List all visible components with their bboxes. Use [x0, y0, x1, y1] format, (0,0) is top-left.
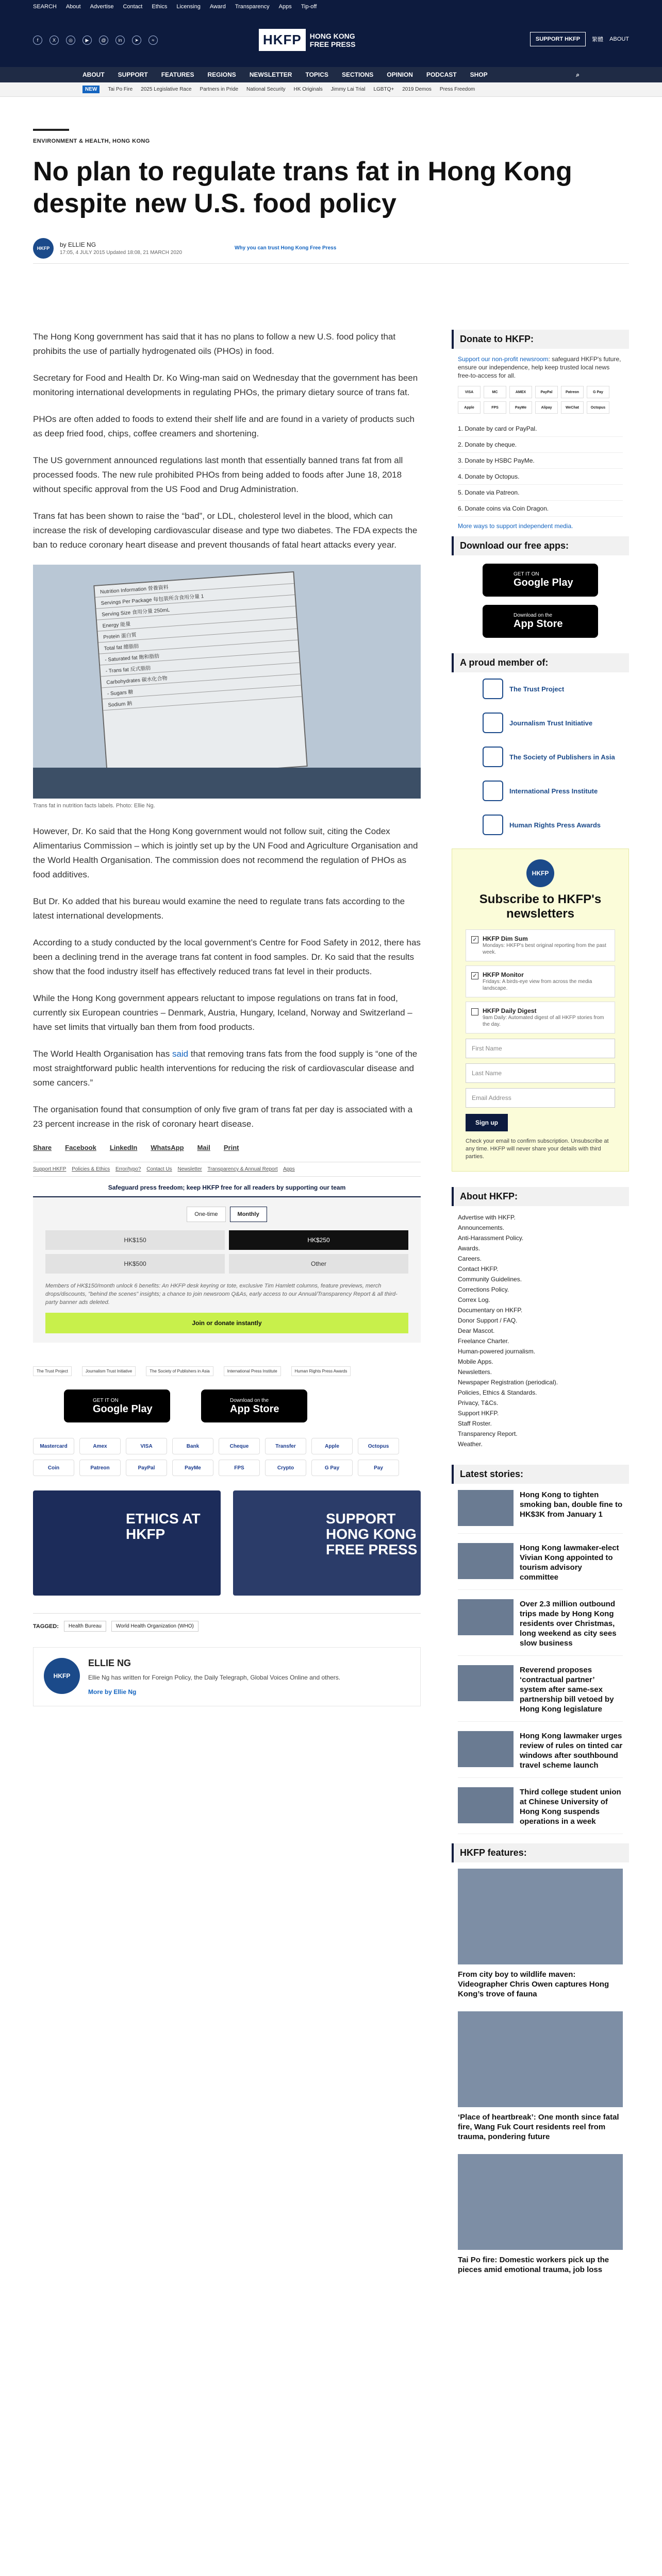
- feature-story[interactable]: [458, 1869, 623, 1999]
- about-heading: About HKFP:: [452, 1187, 629, 1206]
- donate-heading: Donate to HKFP:: [452, 330, 629, 349]
- payment-icon[interactable]: Amex: [79, 1438, 121, 1454]
- about-link[interactable]: Careers.: [458, 1255, 482, 1262]
- safeguard-banner[interactable]: Safeguard press freedom; keep HKFP free for all readers by supporting our team: [108, 1184, 346, 1191]
- logo-mark: HKFP: [259, 29, 306, 51]
- main-nav: [0, 67, 662, 82]
- trending-item[interactable]: HK Originals: [293, 87, 323, 92]
- label-row: - Saturated fat 飽和脂肪: [100, 640, 299, 666]
- search-icon[interactable]: ⌕: [576, 71, 580, 78]
- newsletter-header: [466, 859, 615, 929]
- payment-icon[interactable]: FPS: [219, 1460, 260, 1476]
- payment-icon[interactable]: Pay: [358, 1460, 399, 1476]
- footer-link[interactable]: Policies & Ethics: [72, 1166, 110, 1172]
- member-org-name: The Society of Publishers in Asia: [509, 753, 615, 761]
- logo-wordmark: [310, 32, 356, 48]
- trending-item[interactable]: Partners in Pride: [200, 87, 239, 92]
- about-link[interactable]: Advertise with HKFP.: [458, 1214, 516, 1221]
- frequency-tabs: [45, 1207, 408, 1222]
- telegram-icon[interactable]: ➤: [132, 36, 141, 45]
- org-logo-icon: [483, 713, 503, 733]
- payment-icon[interactable]: PayMe: [172, 1460, 213, 1476]
- card-icon[interactable]: Patreon: [561, 386, 584, 398]
- sidebar-app-store-button[interactable]: [483, 605, 598, 638]
- about-link[interactable]: Dear Mascot.: [458, 1327, 495, 1334]
- sopa-logo[interactable]: The Society of Publishers in Asia: [146, 1366, 213, 1376]
- about-link[interactable]: Newsletters.: [458, 1368, 492, 1376]
- logo-line1: HONG KONG: [309, 31, 355, 40]
- about-link[interactable]: Privacy, T&Cs.: [458, 1399, 499, 1406]
- donation-methods: [458, 421, 623, 517]
- paragraph: While the Hong Kong government appears reluctant to impose regulations on trans fat in food, currently six European countries – Denmark, Austria, Hungary, Iceland, Norway and Switzerland – have set limits that virtually ban them from food products.: [33, 993, 412, 1032]
- paragraph-text: The World Health Organisation has: [33, 1049, 172, 1059]
- card-icon[interactable]: Octopus: [587, 401, 609, 414]
- nav-shop[interactable]: SHOP: [470, 71, 488, 78]
- author-avatar[interactable]: HKFP: [33, 238, 54, 259]
- label-row: Carbohydrates 碳水化合物: [101, 663, 301, 688]
- threads-icon[interactable]: @: [99, 36, 108, 45]
- publish-date: 17:05, 4 JULY 2015 Updated 18:08, 21 MARCH 2020: [60, 249, 183, 256]
- donation-method[interactable]: 3. Donate by HSBC PayMe.: [458, 453, 623, 469]
- rss-icon[interactable]: ≈: [148, 36, 158, 45]
- footer-link[interactable]: Transparency & Annual Report: [207, 1166, 278, 1172]
- newsletter-title: Subscribe to HKFP's newsletters: [479, 892, 602, 921]
- about-link[interactable]: Awards.: [458, 1245, 481, 1252]
- share-mail[interactable]: Mail: [197, 1144, 210, 1151]
- donation-widget: [33, 1196, 421, 1343]
- donation-method[interactable]: 1. Donate by card or PayPal.: [458, 421, 623, 437]
- email-field[interactable]: Email Address: [466, 1088, 615, 1108]
- share-linkedin[interactable]: LinkedIn: [109, 1144, 138, 1151]
- feature-story[interactable]: [458, 2011, 623, 2142]
- payment-icon[interactable]: Octopus: [358, 1438, 399, 1454]
- payment-icon[interactable]: G Pay: [311, 1460, 353, 1476]
- paragraph: The organisation found that consumption of only five gram of trans fat per day is associated with a 23 percent increase in the risk of coronary heart disease.: [33, 1105, 413, 1129]
- latest-heading: Latest stories:: [452, 1465, 629, 1484]
- payment-icon[interactable]: Cheque: [219, 1438, 260, 1454]
- amount-option[interactable]: HK$150: [45, 1230, 225, 1250]
- about-link[interactable]: Donor Support / FAQ.: [458, 1317, 518, 1324]
- newsletter-option[interactable]: [466, 965, 615, 997]
- latest-story[interactable]: [458, 1543, 623, 1590]
- join-donate-button[interactable]: Join or donate instantly: [45, 1313, 408, 1333]
- about-link[interactable]: Contact HKFP.: [458, 1265, 499, 1273]
- topbar-transparency[interactable]: Transparency: [235, 4, 270, 10]
- tag-link[interactable]: World Health Organization (WHO): [111, 1621, 198, 1632]
- article-title: No plan to regulate trans fat in Hong Kong despite new U.S. food policy: [33, 157, 572, 218]
- feature-image: [458, 2011, 623, 2107]
- label-row: Energy 能量: [97, 606, 296, 632]
- checkbox-unchecked[interactable]: [471, 1008, 478, 1015]
- ethics-video-promo[interactable]: ETHICS AT HKFP: [33, 1490, 221, 1596]
- label-row: - Sugars 糖: [102, 674, 301, 700]
- about-link[interactable]: Weather.: [458, 1440, 483, 1448]
- paragraph-text: that removing trans fats from the food supply is “one of the most straightforward public health interventions for reducing the risk of cardiovascular disease and some cancers.”: [33, 1049, 418, 1088]
- newsletter-name: HKFP Dim Sum: [483, 935, 528, 942]
- footer-link[interactable]: Contact Us: [146, 1166, 172, 1172]
- story-title: Hong Kong lawmaker urges review of rules on tinted car windows after southbound travel scheme launch: [520, 1732, 623, 1770]
- newsletter-desc: Fridays: A birds-eye view from across the media landscape.: [483, 979, 592, 991]
- story-title: Hong Kong to tighten smoking ban, double fine to HK$3K from January 1: [520, 1490, 623, 1519]
- trending-item[interactable]: Press Freedom: [439, 87, 475, 92]
- label-row: - Trans fat 反式脂肪: [100, 652, 300, 677]
- latest-story[interactable]: [458, 1665, 623, 1722]
- paragraph: Secretary for Food and Health Dr. Ko Wing-man said on Wednesday that the government has been monitoring international developments in regulating PHOs, the primary dietary source of trans fat.: [33, 373, 418, 397]
- story-title: Reverend proposes ‘contractual partner’ system after same-sex partnership bill vetoed by Hong Kong legislature: [520, 1666, 614, 1714]
- tags-label: TAGGED:: [33, 1623, 59, 1630]
- social-links: [33, 36, 158, 45]
- support-newsroom-link[interactable]: Support our non-profit newsroom: [458, 355, 549, 363]
- donation-method[interactable]: 5. Donate via Patreon.: [458, 485, 623, 501]
- trending-bar: [0, 82, 662, 97]
- apps-heading: Download our free apps:: [452, 536, 629, 555]
- payment-icon[interactable]: Apple: [311, 1438, 353, 1454]
- label-row: Servings Per Package 每包裝所含食用分量 1: [95, 584, 295, 609]
- image-caption: Trans fat in nutrition facts labels. Photo: Ellie Ng.: [33, 803, 155, 809]
- share-bar: [33, 1144, 421, 1151]
- tags-row: [33, 1613, 421, 1632]
- member-benefits-note: Members of HK$150/month unlock 6 benefits: An HKFP desk keyring or tote, exclusive Tim Hamlett columns, feature previews, merch drops/discounts, "behind the scenes" insights; a chance to join newsroom Q&As, early access to our Annual/Transparency Report & all third-party banner ads deleted.: [45, 1283, 398, 1306]
- payment-icon[interactable]: Crypto: [265, 1460, 306, 1476]
- card-icon[interactable]: AMEX: [509, 386, 532, 398]
- google-play-small: GET IT ON: [514, 571, 539, 577]
- label-row: Total fat 總脂肪: [98, 629, 298, 654]
- paragraph: The Hong Kong government has said that it has no plans to follow a new U.S. food policy that prohibits the use of partially hydrogenated oils (PHOs) in food.: [33, 332, 396, 356]
- topbar-contact[interactable]: Contact: [123, 4, 143, 10]
- brand-actions: [530, 32, 629, 46]
- feature-image: [458, 1869, 623, 1964]
- photo-bottom-band: [33, 768, 421, 799]
- nav-newsletter[interactable]: NEWSLETTER: [249, 71, 292, 78]
- app-store-label: App Store: [230, 1403, 279, 1415]
- google-play-button[interactable]: [64, 1389, 170, 1422]
- member-org[interactable]: [483, 815, 629, 835]
- org-logo-icon: [483, 815, 503, 835]
- member-org-name: The Trust Project: [509, 685, 565, 693]
- trending-item[interactable]: Jimmy Lai Trial: [330, 87, 366, 92]
- google-play-small: GET IT ON: [93, 1397, 119, 1403]
- payment-icon[interactable]: Coin: [33, 1460, 74, 1476]
- nav-about[interactable]: ABOUT: [82, 71, 105, 78]
- card-icon[interactable]: PayMe: [509, 401, 532, 414]
- article-image[interactable]: [33, 565, 421, 799]
- topbar-about[interactable]: About: [65, 4, 81, 10]
- about-link[interactable]: Announcements.: [458, 1224, 505, 1231]
- about-link[interactable]: Mobile Apps.: [458, 1358, 493, 1365]
- author-bio: Ellie Ng has written for Foreign Policy, the Daily Telegraph, Global Voices Online and others.: [88, 1674, 341, 1681]
- paragraph: The US government announced regulations last month that essentially banned trans fat from all processed foods. The new rule prohibited PHOs from being added to foods after June 18, 2018 without specific approval from the US Food and Drug Administration.: [33, 455, 403, 494]
- ipi-logo[interactable]: International Press Institute: [224, 1366, 281, 1376]
- byline: [33, 238, 629, 264]
- nutrition-label-photo: [93, 571, 308, 781]
- newsletter-option[interactable]: [466, 1002, 615, 1033]
- trust-link[interactable]: Why you can trust Hong Kong Free Press: [235, 245, 337, 251]
- org-logo-icon: [483, 679, 503, 699]
- latest-story[interactable]: [458, 1787, 623, 1834]
- newsletter-name: HKFP Monitor: [483, 971, 524, 978]
- brand-bar: [0, 13, 662, 67]
- feature-story[interactable]: [458, 2154, 623, 2275]
- app-store-label: App Store: [514, 618, 563, 630]
- story-thumbnail: [458, 1731, 514, 1767]
- trending-item[interactable]: 2019 Demos: [402, 87, 432, 92]
- paragraph: But Dr. Ko added that his bureau would examine the need to regulate trans fats according to the latest international developments.: [33, 896, 405, 921]
- feature-image: [458, 2154, 623, 2250]
- feature-title: Tai Po fire: Domestic workers pick up the pieces amid emotional trauma, job loss: [458, 2256, 609, 2274]
- google-play-label: Google Play: [514, 577, 573, 588]
- tag-link[interactable]: Health Bureau: [64, 1621, 106, 1632]
- tab-one-time[interactable]: One-time: [187, 1207, 225, 1222]
- support-video-promo[interactable]: SUPPORT HONG KONG FREE PRESS: [233, 1490, 421, 1596]
- app-store-small: Download on the: [230, 1397, 269, 1403]
- about-link[interactable]: Anti-Harassment Policy.: [458, 1234, 524, 1242]
- nav-topics[interactable]: TOPICS: [305, 71, 328, 78]
- sidebar: [452, 330, 629, 2287]
- support-hkfp-button[interactable]: SUPPORT HKFP: [530, 32, 586, 46]
- footer-link[interactable]: Apps: [283, 1166, 295, 1172]
- checkbox-checked[interactable]: ✓: [471, 972, 478, 979]
- share-whatsapp[interactable]: WhatsApp: [151, 1144, 184, 1151]
- payment-icon[interactable]: Patreon: [79, 1460, 121, 1476]
- feature-title: From city boy to wildlife maven: Videographer Chris Owen captures Hong Kong’s trove of fauna: [458, 1970, 609, 1998]
- instagram-icon[interactable]: ◎: [66, 36, 75, 45]
- newsletter-fineprint: Check your email to confirm subscription. Unsubscribe at any time. HKFP will never share your details with third parties.: [466, 1138, 609, 1160]
- label-row: Nutrition Information 營養資料: [94, 572, 294, 598]
- label-row: Protein 蛋白質: [97, 618, 297, 643]
- org-logo-icon: [483, 747, 503, 767]
- topbar-search[interactable]: SEARCH: [33, 4, 57, 10]
- more-by-author-link[interactable]: More by Ellie Ng: [88, 1688, 137, 1696]
- about-link[interactable]: Corrections Policy.: [458, 1286, 509, 1293]
- feature-stories: [458, 1869, 623, 2275]
- newsletter-desc: Mondays: HKFP's best original reporting from the past week.: [483, 943, 606, 955]
- features-heading: HKFP features:: [452, 1843, 629, 1862]
- nav-regions[interactable]: REGIONS: [207, 71, 236, 78]
- about-link[interactable]: Freelance Charter.: [458, 1337, 509, 1345]
- member-org[interactable]: [483, 713, 629, 733]
- signup-button[interactable]: Sign up: [466, 1114, 508, 1131]
- about-link[interactable]: Transparency Report.: [458, 1430, 518, 1437]
- x-icon[interactable]: X: [49, 36, 59, 45]
- youtube-icon[interactable]: ▶: [82, 36, 92, 45]
- amount-options: [45, 1230, 408, 1274]
- member-org[interactable]: [483, 747, 629, 767]
- payment-icon[interactable]: Mastercard: [33, 1438, 74, 1454]
- header-rule: [33, 129, 69, 131]
- payment-icon[interactable]: VISA: [126, 1438, 167, 1454]
- about-link[interactable]: Staff Roster.: [458, 1420, 492, 1427]
- latest-story[interactable]: [458, 1599, 623, 1656]
- story-thumbnail: [458, 1665, 514, 1701]
- about-links: [458, 1212, 623, 1449]
- story-thumbnail: [458, 1543, 514, 1579]
- topbar-tipoff[interactable]: Tip-off: [301, 4, 317, 10]
- topbar-licensing[interactable]: Licensing: [176, 4, 201, 10]
- card-icon[interactable]: FPS: [484, 401, 506, 414]
- amount-option-other[interactable]: Other: [229, 1254, 408, 1274]
- nav-opinion[interactable]: OPINION: [387, 71, 413, 78]
- org-logo-icon: [483, 781, 503, 801]
- story-thumbnail: [458, 1787, 514, 1823]
- card-icon[interactable]: MC: [484, 386, 506, 398]
- footer-link[interactable]: Support HKFP: [33, 1166, 67, 1172]
- donation-method[interactable]: 6. Donate coins via Coin Dragon.: [458, 501, 623, 517]
- author-box-name[interactable]: ELLIE NG: [88, 1658, 131, 1668]
- trending-item[interactable]: LGBTQ+: [373, 87, 394, 92]
- payment-icon[interactable]: PayPal: [126, 1460, 167, 1476]
- topbar-award[interactable]: Award: [209, 4, 226, 10]
- story-title: Third college student union at Chinese University of Hong Kong suspends operations in a week: [520, 1788, 621, 1826]
- who-said-link[interactable]: said: [172, 1049, 189, 1059]
- story-title: Hong Kong lawmaker-elect Vivian Kong appointed to tourism advisory committee: [520, 1544, 619, 1582]
- newsletter-logo: HKFP: [526, 859, 554, 887]
- donation-method[interactable]: 2. Donate by cheque.: [458, 437, 623, 453]
- trending-item[interactable]: 2025 Legislative Race: [141, 87, 192, 92]
- donate-text: [458, 355, 623, 380]
- newsletter-box: [452, 849, 629, 1172]
- app-download-row: [64, 1389, 421, 1422]
- card-icon[interactable]: PayPal: [535, 386, 558, 398]
- story-title: Over 2.3 million outbound trips made by Hong Kong residents over Christmas, long weekend as city sees slow business: [520, 1600, 617, 1648]
- story-thumbnail: [458, 1599, 514, 1635]
- trust-project-logo[interactable]: The Trust Project: [33, 1366, 72, 1376]
- promo-videos: [33, 1490, 421, 1596]
- member-org-name: Human Rights Press Awards: [509, 821, 601, 829]
- article-body: [33, 330, 421, 1706]
- feature-title: ‘Place of heartbreak’: One month since fatal fire, Wang Fuk Court residents reel from trauma, pondering future: [458, 2113, 619, 2141]
- site-logo[interactable]: [259, 29, 355, 51]
- sidebar-payment-cards: [458, 386, 623, 414]
- jti-logo[interactable]: Journalism Trust Initiative: [82, 1366, 136, 1376]
- member-heading: A proud member of:: [452, 653, 629, 672]
- paragraph: However, Dr. Ko said that the Hong Kong government would not follow suit, citing the Codex Alimentarius Commission – which is jointly set up by the UN Food and Agriculture Organisation and the World Health Organisation. The commission does not recommend the regulation of PHOs as food additives.: [33, 826, 418, 879]
- payment-icon[interactable]: Transfer: [265, 1438, 306, 1454]
- about-link[interactable]: Human-powered journalism.: [458, 1348, 536, 1355]
- about-link[interactable]: Policies, Ethics & Standards.: [458, 1389, 537, 1396]
- share-print[interactable]: Print: [223, 1144, 239, 1151]
- sidebar-app-buttons: [452, 564, 629, 638]
- topbar-advertise[interactable]: Advertise: [90, 4, 114, 10]
- newsletter-name: HKFP Daily Digest: [483, 1007, 537, 1014]
- donation-method[interactable]: 4. Donate by Octopus.: [458, 469, 623, 485]
- about-link[interactable]: Support HKFP.: [458, 1410, 499, 1417]
- nav-podcast[interactable]: PODCAST: [426, 71, 457, 78]
- new-badge: NEW: [82, 86, 100, 93]
- about-link[interactable]: Documentary on HKFP.: [458, 1307, 523, 1314]
- share-facebook[interactable]: Facebook: [65, 1144, 96, 1151]
- logo-line2: FREE PRESS: [309, 40, 356, 48]
- member-org-name: Journalism Trust Initiative: [509, 719, 593, 727]
- card-icon[interactable]: G Pay: [587, 386, 609, 398]
- payment-methods: [33, 1438, 421, 1476]
- amount-option[interactable]: HK$500: [45, 1254, 225, 1274]
- first-name-field[interactable]: First Name: [466, 1039, 615, 1058]
- newsletter-option[interactable]: [466, 929, 615, 961]
- tab-monthly[interactable]: Monthly: [230, 1207, 267, 1222]
- nav-support[interactable]: SUPPORT: [118, 71, 148, 78]
- member-org-name: International Press Institute: [509, 787, 598, 795]
- donate-text-body: : safeguard HKFP's future, ensure our independence, help keep trusted local news free-to-access for all.: [458, 355, 621, 379]
- author-box: [33, 1647, 421, 1706]
- payment-icon[interactable]: Bank: [172, 1438, 213, 1454]
- google-play-label: Google Play: [93, 1403, 153, 1415]
- article-header: [33, 129, 629, 264]
- topbar-apps[interactable]: Apps: [278, 4, 292, 10]
- card-icon[interactable]: Apple: [458, 401, 481, 414]
- app-store-small: Download on the: [514, 613, 553, 618]
- member-org[interactable]: [483, 679, 629, 699]
- paragraph: According to a study conducted by the local government’s Centre for Food Safety in 2012, there has been a declining trend in the average trans fat content in food samples. Dr. Ko said that the results show that the food industry itself has effectively reduced trans fat level in their products.: [33, 938, 421, 976]
- checkbox-checked[interactable]: ✓: [471, 936, 478, 943]
- author-name[interactable]: by ELLIE NG: [60, 241, 96, 248]
- paragraph: [33, 1047, 421, 1090]
- story-thumbnail: [458, 1490, 514, 1526]
- last-name-field[interactable]: Last Name: [466, 1063, 615, 1083]
- amount-option-selected[interactable]: HK$250: [229, 1230, 408, 1250]
- label-row: Serving Size 食用分量 250mL: [96, 595, 295, 620]
- more-ways-link[interactable]: More ways to support independent media.: [458, 522, 573, 530]
- language-link[interactable]: 繁體: [592, 37, 604, 43]
- label-row: Sodium 鈉: [103, 685, 302, 710]
- article-category[interactable]: ENVIRONMENT & HEALTH, HONG KONG: [33, 138, 150, 144]
- trending-item[interactable]: Tai Po Fire: [108, 87, 133, 92]
- trending-item[interactable]: National Security: [246, 87, 286, 92]
- top-utility-bar: [0, 0, 662, 13]
- about-link[interactable]: Community Guidelines.: [458, 1276, 522, 1283]
- paragraph: Trans fat has been shown to raise the “bad”, or LDL, cholesterol level in the blood, which can increase the risk of developing cardiovascular disease and type two diabetes. The FDA expects the ban to reduce coronary heart disease and prevent thousands of fatal heart attacks every year.: [33, 511, 418, 550]
- latest-story[interactable]: [458, 1731, 623, 1778]
- latest-story[interactable]: [458, 1490, 623, 1534]
- share-button[interactable]: Share: [33, 1144, 52, 1151]
- nav-sections[interactable]: SECTIONS: [341, 71, 374, 78]
- hrpa-logo[interactable]: Human Rights Press Awards: [291, 1366, 351, 1376]
- facebook-icon[interactable]: f: [33, 36, 42, 45]
- newsletter-desc: 9am Daily: Automated digest of all HKFP stories from the day.: [483, 1015, 604, 1027]
- linkedin-icon[interactable]: in: [115, 36, 125, 45]
- topbar-ethics[interactable]: Ethics: [152, 4, 168, 10]
- card-icon[interactable]: WeChat: [561, 401, 584, 414]
- app-store-button[interactable]: [201, 1389, 307, 1422]
- footer-link[interactable]: Newsletter: [177, 1166, 202, 1172]
- paragraph: PHOs are often added to foods to extend their shelf life and are found in a variety of products such as deep fried food, chips, coffee creamers and shortening.: [33, 414, 415, 438]
- nav-features[interactable]: FEATURES: [161, 71, 194, 78]
- footer-link[interactable]: Error/typo?: [115, 1166, 141, 1172]
- member-org[interactable]: [483, 781, 629, 801]
- article-footer-links: [33, 1162, 421, 1177]
- about-link[interactable]: Correx Log.: [458, 1296, 490, 1303]
- author-box-avatar[interactable]: HKFP: [44, 1658, 80, 1694]
- card-icon[interactable]: VISA: [458, 386, 481, 398]
- partner-logos: [33, 1366, 421, 1376]
- more-ways-text: [458, 522, 623, 530]
- card-icon[interactable]: Alipay: [535, 401, 558, 414]
- latest-stories: [458, 1490, 623, 1834]
- about-link[interactable]: ABOUT: [609, 36, 629, 42]
- sidebar-google-play-button[interactable]: [483, 564, 598, 597]
- about-link[interactable]: Newspaper Registration (periodical).: [458, 1379, 558, 1386]
